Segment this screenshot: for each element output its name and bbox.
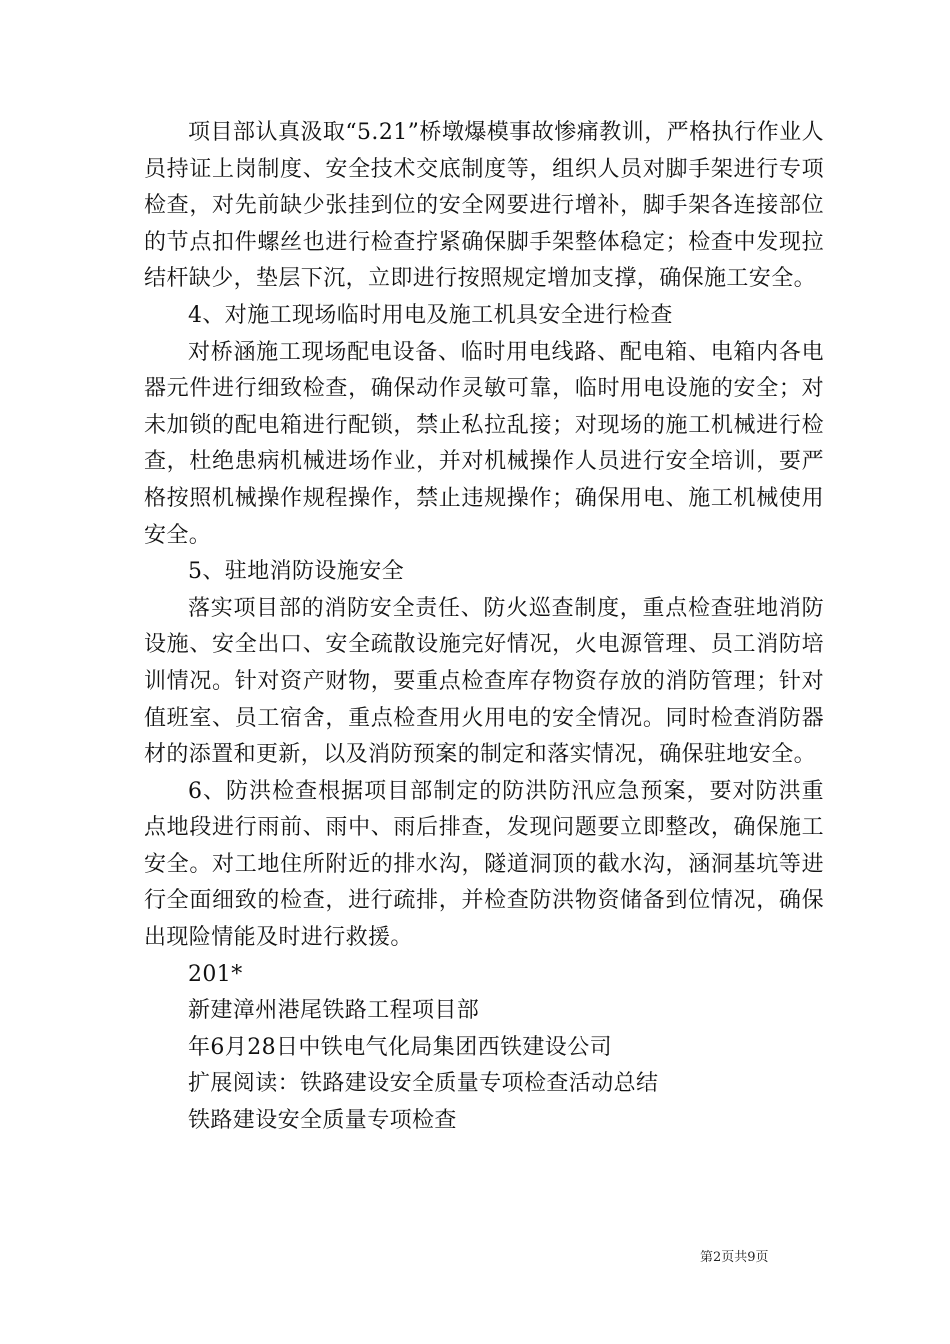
document-body [144,115,824,1140]
heading-electrical-inspection: 4、对施工现场临时用电及施工机具安全进行检查 [188,302,673,328]
signature-department: 新建漳州港尾铁路工程项目部 [188,998,480,1024]
signature-date-company: 年6月28日中铁电气化局集团西铁建设公司 [188,1034,612,1060]
heading-fire-safety: 5、驻地消防设施安全 [188,559,404,585]
paragraph-fire-safety: 落实项目部的消防安全责任、防火巡查制度，重点检查驻地消防设施、安全出口、安全疏散设施完好情况，火电源管理、员工消防培训情况。针对资产财物，要重点检查库存物资存放的消防管理；针对值班室、员工宿舍，重点检查用火用电的安全情况。同时检查消防器材的添置和更新，以及消防预案的制定和落实情况，确保驻地安全。 [144,595,824,768]
section-title: 铁路建设安全质量专项检查 [188,1108,457,1134]
paragraph-flood-control: 6、防洪检查根据项目部制定的防洪防汛应急预案，要对防洪重点地段进行雨前、雨中、雨后排查，发现问题要立即整改，确保施工安全。对工地住所附近的排水沟，隧道洞顶的截水沟，涵洞基坑等进行全面细致的检查，进行疏排，并检查防洪物资储备到位情况，确保出现险情能及时进行救援。 [144,778,824,951]
extended-reading-title: 扩展阅读：铁路建设安全质量专项检查活动总结 [188,1071,659,1097]
paragraph-scaffold-inspection: 项目部认真汲取“5.21”桥墩爆模事故惨痛教训，严格执行作业人员持证上岗制度、安全技术交底制度等，组织人员对脚手架进行专项检查，对先前缺少张挂到位的安全网要进行增补，脚手架各连接部位的节点扣件螺丝也进行检查拧紧确保脚手架整体稳定；检查中发现拉结杆缺少，垫层下沉，立即进行按照规定增加支撑，确保施工安全。 [144,120,824,292]
paragraph-electrical-inspection: 对桥涵施工现场配电设备、临时用电线路、配电箱、电箱内各电器元件进行细致检查，确保动作灵敏可靠，临时用电设施的安全；对未加锁的配电箱进行配锁，禁止私拉乱接；对现场的施工机械进行检查，杜绝患病机械进场作业，并对机械操作人员进行安全培训，要严格按照机械操作规程操作，禁止违规操作；确保用电、施工机械使用安全。 [144,339,824,548]
signature-year: 201* [188,961,243,987]
page-indicator: 第2页共9页 [700,1250,769,1265]
